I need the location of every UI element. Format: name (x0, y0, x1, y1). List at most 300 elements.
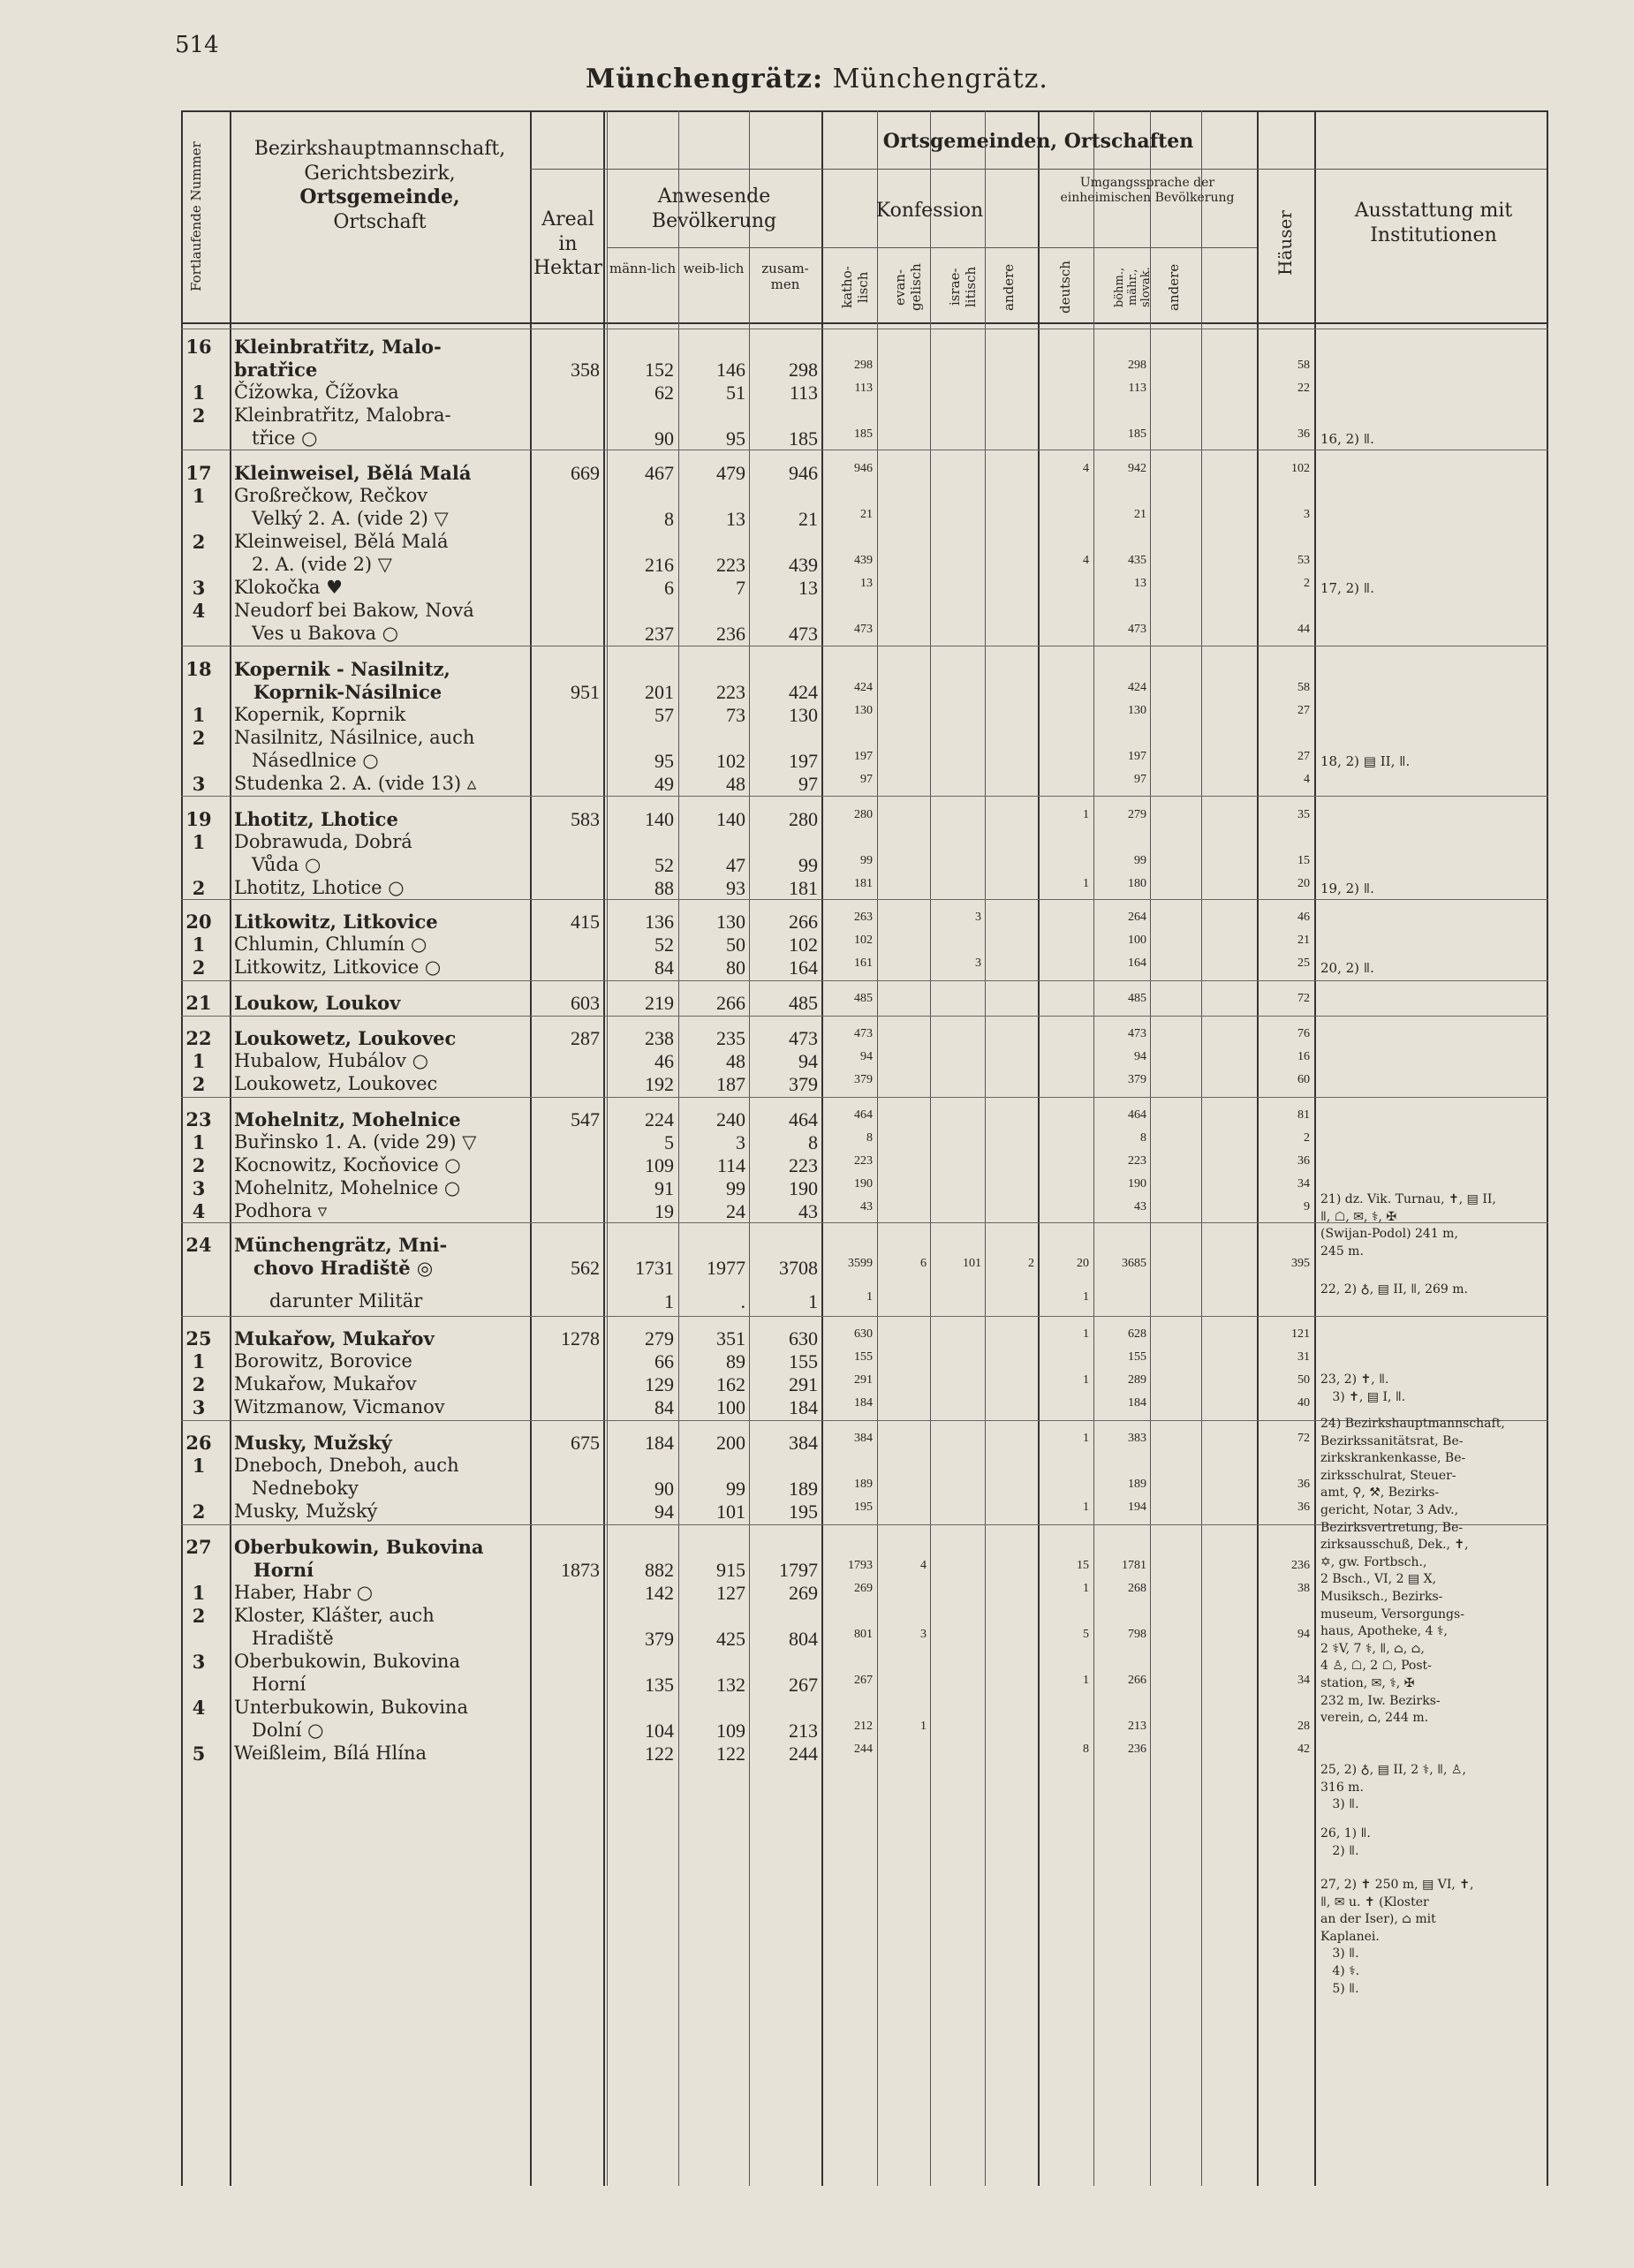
cell-m: 95 (654, 750, 674, 772)
place-name: Kleinweisel, Bělá Malá (234, 531, 449, 552)
place-name: Lhotitz, Lhotice ○ (234, 877, 405, 898)
cell-deu: 1 (1083, 808, 1089, 821)
cell-kat: 439 (854, 554, 873, 567)
cell-z: 223 (789, 1154, 818, 1176)
cell-boh: 164 (1128, 956, 1146, 970)
cell-kat: 424 (854, 681, 873, 694)
row-number: 2 (192, 877, 206, 899)
institution-note: 24) Bezirkshauptmannschaft, Bezirkssanitätsrat, Be- zirkskrankenkasse, Be- zirksschulrat, Steuer- amt, ⚲, ⚒, Bezirks- gericht, Notar, 3 Adv., Bezirksvertretung, Be- zirksausschuß, Dek., ✝, ✡, gw. Fortbsch., 2 Bsch., VI, 2 ▤ X, Musiksch., Bezirks- museum, Versorgungs- haus, Apotheke, 4 ⚕, 2 ⚕V, 7 ⚕, ǁ, ⌂, ⌂, 4 ♙, ☖, 2 ☖, Post- station, ✉, ⚕, ✠ 232 m, Iw. Bezirks- verein, ⌂, 244 m. (1320, 1417, 1505, 1726)
cell-w: 223 (716, 554, 745, 576)
cell-boh: 266 (1128, 1674, 1146, 1687)
cell-w: 95 (726, 427, 745, 450)
institution-note: 27, 2) ✝ 250 m, ▤ VI, ✝, ǁ, ✉ u. ✝ (Kloster an der Iser), ⌂ mit Kaplanei. 3) ǁ. 4) ⚕. 5) ǁ. (1320, 1878, 1474, 1996)
cell-z: 13 (798, 577, 818, 599)
cell-m: 237 (645, 623, 674, 645)
cell-m: 1731 (635, 1257, 674, 1279)
cell-boh: 21 (1134, 508, 1146, 521)
place-name: Nasilnitz, Násilnice, auch (234, 727, 475, 748)
cell-areal: 415 (571, 911, 600, 933)
place-name: Lhotitz, Lhotice (234, 808, 398, 830)
row-number: 3 (192, 1177, 206, 1199)
cell-kat: 97 (860, 773, 873, 786)
cell-hs: 2 (1304, 1131, 1310, 1145)
cell-areal: 1278 (561, 1327, 600, 1349)
cell-boh: 189 (1128, 1478, 1146, 1491)
cell-hs: 58 (1297, 359, 1310, 372)
cell-w: 235 (716, 1027, 745, 1049)
cell-w: 236 (716, 623, 745, 645)
cell-deu: 20 (1077, 1257, 1089, 1270)
cell-deu: 4 (1083, 554, 1089, 567)
cell-w: 240 (716, 1108, 745, 1130)
place-name: Kleinbratřitz, Malobra- (234, 404, 451, 426)
cell-w: 109 (716, 1720, 745, 1742)
cell-w: 101 (716, 1501, 745, 1523)
place-name: Čížowka, Čížovka (234, 382, 399, 403)
place-name: Nedneboky (234, 1478, 359, 1499)
cell-boh: 424 (1128, 681, 1146, 694)
cell-z: 102 (789, 934, 818, 956)
cell-kat: 384 (854, 1432, 873, 1445)
cell-z: 267 (789, 1674, 818, 1696)
cell-kat: 263 (854, 911, 873, 924)
cell-m: 5 (664, 1131, 674, 1153)
row-number: 1 (192, 1350, 206, 1372)
place-name: Großrečkow, Rečkov (234, 485, 428, 506)
cell-kat: 99 (860, 854, 873, 867)
cell-m: 19 (654, 1200, 674, 1222)
cell-areal: 547 (571, 1108, 600, 1130)
cell-hs: 9 (1304, 1200, 1310, 1213)
place-name: Litkowitz, Litkovice (234, 911, 438, 933)
place-name: Horní (234, 1559, 314, 1581)
cell-w: 122 (716, 1743, 745, 1765)
cell-z: 244 (789, 1743, 818, 1765)
cell-m: 279 (645, 1327, 674, 1349)
cell-hs: 31 (1297, 1350, 1310, 1364)
cell-hs: 38 (1297, 1582, 1310, 1595)
cell-m: 129 (645, 1373, 674, 1395)
cell-areal: 603 (571, 992, 600, 1014)
cell-z: 424 (789, 681, 818, 703)
place-name: Musky, Mužský (234, 1501, 378, 1522)
cell-m: 224 (645, 1108, 674, 1130)
place-name: Ves u Bakova ○ (234, 623, 399, 644)
cell-w: 114 (716, 1154, 745, 1176)
place-name: 2. A. (vide 2) ▽ (234, 554, 392, 575)
cell-deu: 4 (1083, 462, 1089, 475)
cell-z: 164 (789, 956, 818, 979)
cell-z: 99 (798, 854, 818, 876)
cell-z: 195 (789, 1501, 818, 1523)
place-name: Haber, Habr ○ (234, 1582, 374, 1603)
title-rest: Münchengrätz. (832, 64, 1048, 94)
row-rule (181, 1016, 1548, 1017)
cell-z: 473 (789, 623, 818, 645)
header-umgangssprache: Umgangssprache der einheimischen Bevölkerung (1060, 176, 1235, 205)
institution-ref: 19, 2) ǁ. (1320, 881, 1374, 896)
cell-boh: 185 (1128, 427, 1146, 441)
cell-w: 89 (726, 1350, 745, 1372)
table-top-rule (181, 110, 1548, 112)
institution-ref: 17, 2) ǁ. (1320, 580, 1374, 596)
row-number: 2 (192, 1501, 206, 1523)
rule (1150, 110, 1151, 2186)
cell-hs: 4 (1304, 773, 1310, 786)
cell-boh: 8 (1140, 1131, 1146, 1145)
row-number: 1 (192, 1050, 206, 1072)
cell-z: 266 (789, 911, 818, 933)
place-name: Mohelnitz, Mohelnice (234, 1108, 461, 1130)
row-rule (181, 1316, 1548, 1317)
cell-hs: 46 (1297, 911, 1310, 924)
row-number: 5 (192, 1743, 206, 1765)
cell-w: 1977 (707, 1257, 745, 1279)
cell-hs: 34 (1297, 1177, 1310, 1191)
cell-z: 21 (798, 508, 818, 530)
cell-hs: 60 (1297, 1073, 1310, 1086)
cell-areal: 583 (571, 808, 600, 830)
cell-z: 946 (789, 462, 818, 484)
cell-kat: 267 (854, 1674, 873, 1687)
cell-boh: 213 (1128, 1720, 1146, 1733)
cell-kat: 473 (854, 623, 873, 636)
cell-m: 135 (645, 1674, 674, 1696)
place-name: Chlumin, Chlumín ○ (234, 934, 427, 955)
cell-hs: 3 (1304, 508, 1310, 521)
cell-z: 181 (789, 877, 818, 899)
cell-kat: 189 (854, 1478, 873, 1491)
cell-w: 100 (716, 1396, 745, 1418)
cell-m: 192 (645, 1073, 674, 1095)
row-number: 4 (192, 600, 206, 622)
header-haeuser: Häuser (1275, 210, 1296, 276)
cell-w: 266 (716, 992, 745, 1014)
cell-w: 50 (726, 934, 745, 956)
institution-ref: 20, 2) ǁ. (1320, 960, 1374, 976)
place-name: Mukařow, Mukařov (234, 1327, 435, 1349)
row-number: 1 (192, 382, 206, 404)
cell-m: 46 (654, 1050, 674, 1072)
cell-hs: 121 (1291, 1327, 1310, 1341)
cell-boh: 464 (1128, 1108, 1146, 1122)
cell-areal: 675 (571, 1432, 600, 1454)
cell-z: 473 (789, 1027, 818, 1049)
cell-deu: 1 (1083, 1501, 1089, 1514)
place-name: Vůda ○ (234, 854, 322, 875)
header-maennlich: männ-lich (609, 261, 677, 276)
cell-isr: 3 (975, 911, 981, 924)
cell-hs: 58 (1297, 681, 1310, 694)
place-name: Borowitz, Borovice (234, 1350, 412, 1372)
cell-areal: 1873 (561, 1559, 600, 1581)
place-name: Kloster, Klášter, auch (234, 1605, 435, 1626)
cell-kat: 8 (866, 1131, 873, 1145)
place-name: Horní (234, 1674, 306, 1695)
cell-and1: 2 (1028, 1257, 1034, 1270)
row-number: 3 (192, 1396, 206, 1418)
rule (1093, 110, 1094, 2186)
rule (1201, 110, 1202, 2186)
header-rule (530, 169, 1547, 170)
cell-kat: 946 (854, 462, 873, 475)
cell-boh: 155 (1128, 1350, 1146, 1364)
cell-z: 3708 (779, 1257, 818, 1279)
rule (930, 110, 931, 2186)
header-ortsgemeinden: Ortsgemeinden, Ortschaften (882, 130, 1194, 153)
cell-z: 190 (789, 1177, 818, 1199)
cell-z: 94 (798, 1050, 818, 1072)
row-number: 16 (185, 336, 212, 358)
cell-m: 184 (645, 1432, 674, 1454)
cell-eva: 1 (920, 1720, 927, 1733)
row-number: 4 (192, 1697, 206, 1719)
cell-boh: 485 (1128, 992, 1146, 1005)
cell-boh: 13 (1134, 577, 1146, 590)
row-number: 2 (192, 1154, 206, 1176)
cell-m: 201 (645, 681, 674, 703)
cell-m: 84 (654, 956, 674, 979)
cell-hs: 76 (1297, 1027, 1310, 1040)
row-rule (181, 980, 1548, 981)
cell-kat: 184 (854, 1396, 873, 1410)
cell-kat: 130 (854, 704, 873, 717)
cell-eva: 4 (920, 1559, 927, 1572)
institution-note: 23, 2) ✝, ǁ. 3) ✝, ▤ I, ǁ. (1320, 1372, 1406, 1404)
institution-note: 21) dz. Vik. Turnau, ✝, ▤ II, ǁ, ☖, ✉, ⚕, ✠ (Swijan-Podol) 241 m, 245 m. (1320, 1192, 1496, 1259)
row-number: 17 (185, 462, 212, 484)
page-title (0, 64, 1634, 94)
cell-z: 291 (789, 1373, 818, 1395)
cell-m: 57 (654, 704, 674, 726)
cell-deu: 1 (1083, 1674, 1089, 1687)
cell-z: 113 (789, 382, 818, 404)
cell-z: 379 (789, 1073, 818, 1095)
cell-kat: 161 (854, 956, 873, 970)
header-bevoelkerung: Anwesende Bevölkerung (651, 185, 777, 232)
cell-m: 379 (645, 1628, 674, 1650)
row-number: 3 (192, 1651, 206, 1673)
row-rule (181, 796, 1548, 797)
row-number: 23 (185, 1108, 212, 1130)
row-number: 2 (192, 404, 206, 427)
cell-boh: 473 (1128, 1027, 1146, 1040)
cell-w: 24 (726, 1200, 745, 1222)
cell-m: 52 (654, 854, 674, 876)
cell-w: 51 (726, 382, 745, 404)
cell-boh: 298 (1128, 359, 1146, 372)
cell-boh: 194 (1128, 1501, 1146, 1514)
cell-eva: 3 (920, 1628, 927, 1641)
cell-kat: 212 (854, 1720, 873, 1733)
cell-kat: 223 (854, 1154, 873, 1168)
place-name: darunter Militär (234, 1290, 423, 1312)
cell-hs: 27 (1297, 704, 1310, 717)
cell-m: 94 (654, 1501, 674, 1523)
institution-note: 25, 2) ♁, ▤ II, 2 ⚕, ǁ, ♙, 316 m. 3) ǁ. (1320, 1763, 1466, 1812)
cell-m: 219 (645, 992, 674, 1014)
cell-w: 99 (726, 1478, 745, 1500)
cell-w: 13 (726, 508, 745, 530)
cell-hs: 27 (1297, 750, 1310, 763)
cell-kat: 630 (854, 1327, 873, 1341)
cell-w: 130 (716, 911, 745, 933)
header-konfession: Konfession (875, 200, 984, 222)
cell-hs: 94 (1297, 1628, 1310, 1641)
header-bezirk (234, 137, 526, 234)
cell-boh: 223 (1128, 1154, 1146, 1168)
cell-hs: 53 (1297, 554, 1310, 567)
place-name: Oberbukowin, Bukovina (234, 1536, 484, 1558)
page-number: 514 (175, 32, 219, 58)
place-name: Loukowetz, Loukovec (234, 1027, 457, 1049)
cell-kat: 155 (854, 1350, 873, 1364)
rule (1547, 110, 1548, 2186)
cell-boh: 798 (1128, 1628, 1146, 1641)
place-name: Koprnik-Násilnice (234, 681, 443, 703)
place-name: Loukowetz, Loukovec (234, 1073, 438, 1094)
cell-boh: 435 (1128, 554, 1146, 567)
row-number: 2 (192, 956, 206, 979)
cell-kat: 21 (860, 508, 873, 521)
cell-z: 298 (789, 359, 818, 381)
cell-boh: 94 (1134, 1050, 1146, 1063)
cell-kat: 244 (854, 1743, 873, 1756)
cell-w: 127 (716, 1582, 745, 1604)
header-boehm: böhm., mähr., slovak. (1113, 267, 1153, 307)
row-number: 21 (185, 992, 212, 1014)
cell-hs: 22 (1297, 382, 1310, 395)
place-name: Hradiště (234, 1628, 334, 1649)
cell-kat: 280 (854, 808, 873, 821)
cell-hs: 36 (1297, 1501, 1310, 1514)
place-name: Dolní ○ (234, 1720, 324, 1741)
cell-w: 102 (716, 750, 745, 772)
cell-hs: 44 (1297, 623, 1310, 636)
rule (821, 110, 823, 2186)
row-number: 27 (185, 1536, 212, 1558)
place-name: Weißleim, Bílá Hlína (234, 1743, 427, 1764)
cell-w: 187 (716, 1073, 745, 1095)
cell-z: 1797 (779, 1559, 818, 1581)
table (181, 110, 1548, 2186)
place-name: Mohelnitz, Mohelnice ○ (234, 1177, 461, 1198)
cell-w: 223 (716, 681, 745, 703)
row-number: 19 (185, 808, 212, 830)
row-number: 2 (192, 1073, 206, 1095)
cell-z: 804 (789, 1628, 818, 1650)
cell-m: 66 (654, 1350, 674, 1372)
cell-z: 280 (789, 808, 818, 830)
cell-boh: 236 (1128, 1743, 1146, 1756)
cell-kat: 379 (854, 1073, 873, 1086)
cell-isr: 101 (963, 1257, 981, 1270)
cell-w: 425 (716, 1628, 745, 1650)
cell-hs: 72 (1297, 1432, 1310, 1445)
cell-kat: 43 (860, 1200, 873, 1213)
rule (985, 110, 986, 2186)
cell-z: 630 (789, 1327, 818, 1349)
header-rule (607, 247, 821, 248)
cell-boh: 3685 (1122, 1257, 1146, 1270)
cell-deu: 15 (1077, 1559, 1089, 1572)
cell-z: 269 (789, 1582, 818, 1604)
cell-m: 90 (654, 427, 674, 450)
cell-hs: 72 (1297, 992, 1310, 1005)
cell-boh: 268 (1128, 1582, 1146, 1595)
cell-boh: 628 (1128, 1327, 1146, 1341)
institution-note: 22, 2) ♁, ▤ II, ǁ, 269 m. (1320, 1282, 1468, 1297)
cell-boh: 190 (1128, 1177, 1146, 1191)
cell-m: 84 (654, 1396, 674, 1418)
place-name: Witzmanow, Vicmanov (234, 1396, 445, 1418)
header-ortsgemeinde-line: Ortsgemeinde, (299, 185, 460, 208)
cell-m: 49 (654, 773, 674, 795)
cell-areal: 951 (571, 681, 600, 703)
cell-boh: 379 (1128, 1073, 1146, 1086)
cell-m: 216 (645, 554, 674, 576)
cell-boh: 97 (1134, 773, 1146, 786)
place-name: Dobrawuda, Dobrá (234, 831, 412, 852)
cell-z: 185 (789, 427, 818, 450)
cell-areal: 358 (571, 359, 600, 381)
cell-kat: 195 (854, 1501, 873, 1514)
row-number: 1 (192, 485, 206, 507)
cell-boh: 130 (1128, 704, 1146, 717)
cell-m: 109 (645, 1154, 674, 1176)
cell-kat: 190 (854, 1177, 873, 1191)
cell-z: 189 (789, 1478, 818, 1500)
cell-hs: 36 (1297, 1478, 1310, 1491)
cell-z: 1 (808, 1290, 818, 1312)
cell-w: 73 (726, 704, 745, 726)
row-number: 1 (192, 704, 206, 726)
place-name: Studenka 2. A. (vide 13) ▵ (234, 773, 477, 794)
header-katholisch: katho-lisch (839, 266, 871, 308)
cell-deu: 5 (1083, 1628, 1089, 1641)
row-number: 20 (185, 911, 212, 933)
place-name: Münchengrätz, Mni- (234, 1234, 448, 1256)
cell-hs: 21 (1297, 934, 1310, 947)
cell-hs: 40 (1297, 1396, 1310, 1410)
header-zusammen: zusam-men (761, 261, 809, 292)
place-name: Unterbukowin, Bukovina (234, 1697, 468, 1718)
cell-w: 47 (726, 854, 745, 876)
cell-z: 485 (789, 992, 818, 1014)
row-number: 22 (185, 1027, 212, 1049)
cell-z: 197 (789, 750, 818, 772)
cell-w: 915 (716, 1559, 745, 1581)
cell-w: 99 (726, 1177, 745, 1199)
cell-m: 152 (645, 359, 674, 381)
row-rule (181, 1097, 1548, 1098)
header-deutsch: deutsch (1057, 261, 1073, 314)
header-andere2: andere (1166, 263, 1182, 311)
row-number: 1 (192, 934, 206, 956)
row-number: 26 (185, 1432, 212, 1454)
cell-boh: 383 (1128, 1432, 1146, 1445)
place-name: Musky, Mužský (234, 1432, 392, 1454)
row-number: 24 (185, 1234, 212, 1256)
cell-boh: 180 (1128, 877, 1146, 890)
rule (1257, 110, 1259, 2186)
cell-hs: 34 (1297, 1674, 1310, 1687)
row-rule (181, 899, 1548, 900)
cell-hs: 25 (1297, 956, 1310, 970)
row-number: 1 (192, 831, 206, 853)
cell-m: 882 (645, 1559, 674, 1581)
cell-kat: 94 (860, 1050, 873, 1063)
